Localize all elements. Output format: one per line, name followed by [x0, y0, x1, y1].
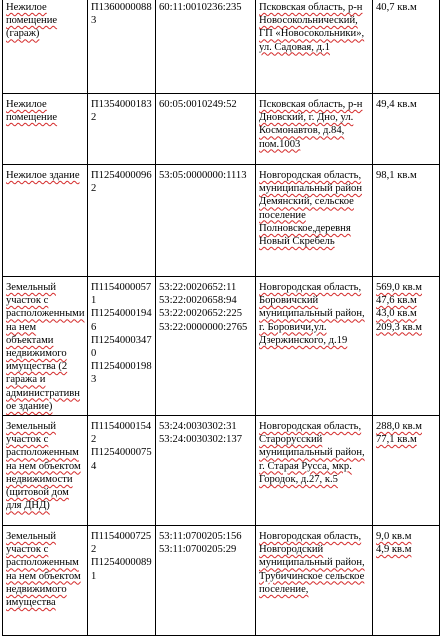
address-cell: Новгородская область, Старорусский муниципальный район, г. Старая Русса, мкр. Городок, д.27, к.5: [256, 416, 373, 526]
table-row: [3, 277, 440, 416]
registry-number-cell: П13540001832: [88, 94, 156, 165]
table-row: [3, 94, 440, 165]
registry-number-cell: П13600000883: [88, 0, 156, 94]
address-cell: Новгородская область, муниципальный район Демянский, сельское поселение Полновское,деревня Новый Скребель: [256, 165, 373, 277]
table-row: [3, 165, 440, 277]
registry-number-cell: П11540001542 П12540000754: [88, 416, 156, 526]
cadastral-number-cell: 53:05:0000000:1113: [156, 165, 256, 277]
area-cell: 569,0 кв.м 47,6 кв.м 43,0 кв.м 209,3 кв.м: [373, 277, 440, 416]
address-cell: Псковская область, р-н Новосокольнический, ГП «Новосокольники», ул. Садовая, д.1: [256, 0, 373, 94]
address-cell: Новгородская область, Новгородский муниципальный район, Трубичинское сельское поселение,: [256, 526, 373, 636]
cadastral-number-cell: 53:11:0700205:156 53:11:0700205:29: [156, 526, 256, 636]
registry-number-cell: П11540000571 П12540001946 П12540003470 П12540001983: [88, 277, 156, 416]
area-cell: 49,4 кв.м: [373, 94, 440, 165]
registry-number-cell: П11540007252 П12540000891: [88, 526, 156, 636]
object-type-cell: Земельный участок с расположенным на нем объектом недвижимости (щитовой дом для ДНД): [3, 416, 88, 526]
area-cell: 9,0 кв.м 4,9 кв.м: [373, 526, 440, 636]
object-type-cell: Нежилое помещение: [3, 94, 88, 165]
property-registry-table: [2, 0, 440, 636]
area-cell: 40,7 кв.м: [373, 0, 440, 94]
table-row: [3, 526, 440, 636]
area-cell: 288,0 кв.м 77,1 кв.м: [373, 416, 440, 526]
object-type-cell: Земельный участок с расположенным на нем объектом недвижимого имущества: [3, 526, 88, 636]
cadastral-number-cell: 60:11:0010236:235: [156, 0, 256, 94]
cadastral-number-cell: 53:22:0020652:11 53:22:0020658:94 53:22:0020652:225 53:22:0000000:2765: [156, 277, 256, 416]
object-type-cell: Земельный участок с расположенными на нем объектами недвижимого имущества (2 гаража и административное здание): [3, 277, 88, 416]
table-row: [3, 0, 440, 94]
area-cell: 98,1 кв.м: [373, 165, 440, 277]
address-cell: Новгородская область, Боровичский муниципальный район, г. Боровичи,ул. Дзержинского, д.19: [256, 277, 373, 416]
cadastral-number-cell: 60:05:0010249:52: [156, 94, 256, 165]
object-type-cell: Нежилое помещение (гараж): [3, 0, 88, 94]
cadastral-number-cell: 53:24:0030302:31 53:24:0030302:137: [156, 416, 256, 526]
table-row: [3, 416, 440, 526]
registry-number-cell: П12540000962: [88, 165, 156, 277]
object-type-cell: Нежилое здание: [3, 165, 88, 277]
address-cell: Псковская область, р-н Дновский, г. Дно, ул. Космонавтов, д.84, пом.1003: [256, 94, 373, 165]
